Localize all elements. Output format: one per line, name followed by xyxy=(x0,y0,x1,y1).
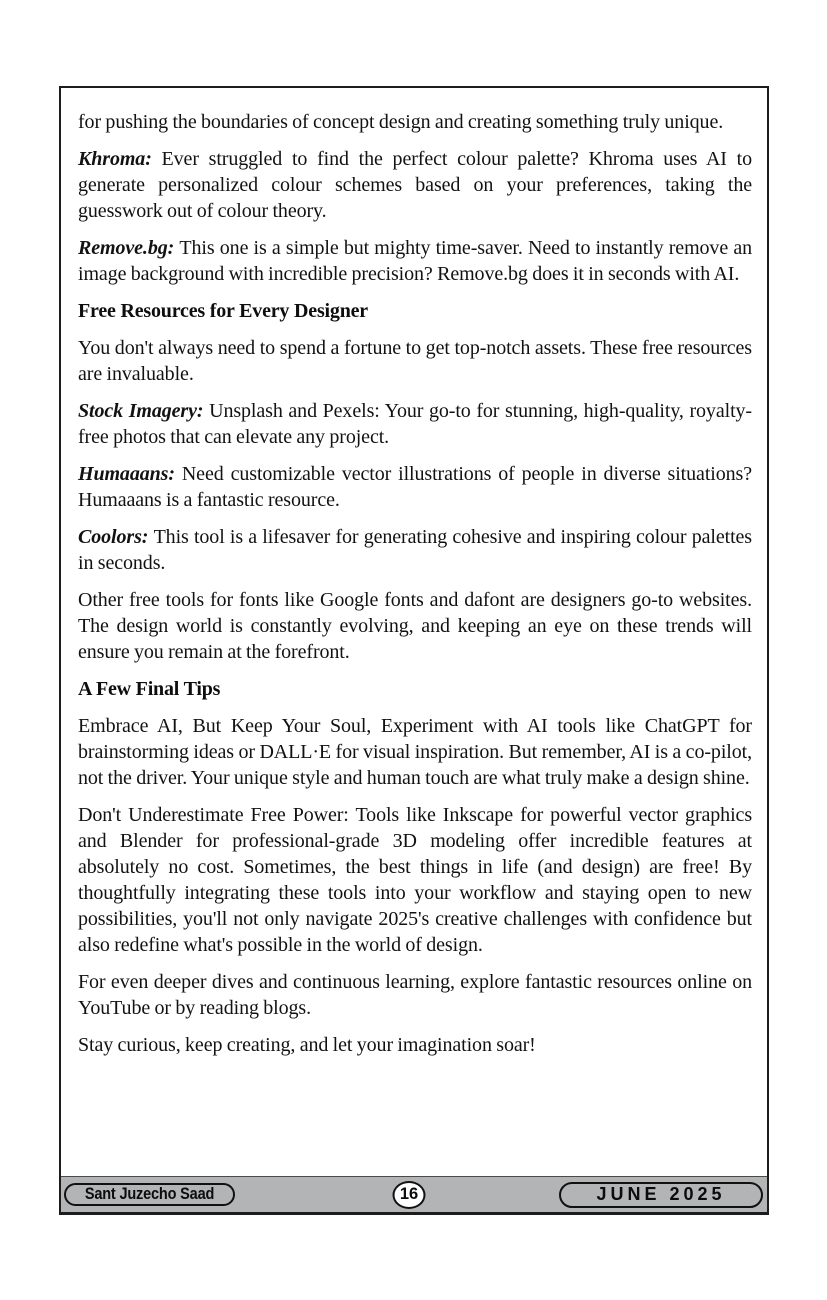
paragraph: Stock Imagery: Unsplash and Pexels: Your go-to for stunning, high-quality, royalty-free photos that can elevate any project. xyxy=(78,400,752,448)
section-heading: A Few Final Tips xyxy=(78,678,221,700)
tool-name-lead: Coolors: xyxy=(78,526,154,548)
footer-issue-label: JUNE 2025 xyxy=(596,1184,726,1204)
paragraph: Remove.bg: This one is a simple but mighty time-saver. Need to instantly remove an image background with incredible precision? Remove.bg does it in seconds with AI. xyxy=(78,237,752,285)
article-body xyxy=(61,88,767,1176)
paragraph: Coolors: This tool is a lifesaver for generating cohesive and inspiring colour palettes in seconds. xyxy=(78,526,752,574)
paragraph: Embrace AI, But Keep Your Soul, Experiment with AI tools like ChatGPT for brainstorming ideas or DALL·E for visual inspiration. But remember, AI is a co-pilot, not the driver. Your unique style and human touch are what truly make a design shine. xyxy=(78,715,752,789)
page-number-label: 16 xyxy=(399,1185,419,1203)
paragraph: Other free tools for fonts like Google fonts and dafont are designers go-to websites. The design world is constantly evolving, and keeping an eye on these trends will ensure you remain at the forefront. xyxy=(78,589,752,663)
section-heading: Free Resources for Every Designer xyxy=(78,300,368,322)
footer-author-label: Sant Juzecho Saad xyxy=(84,1185,215,1203)
footer-page-number-badge xyxy=(393,1181,426,1209)
paragraph: for pushing the boundaries of concept design and creating something truly unique. xyxy=(78,111,724,133)
footer-band xyxy=(61,1176,767,1212)
footer-author-pill xyxy=(64,1183,235,1206)
tool-name-lead: Stock Imagery: xyxy=(78,400,210,422)
magazine-page xyxy=(59,86,769,1215)
footer-issue-pill xyxy=(559,1182,763,1208)
tool-name-lead: Khroma: xyxy=(78,148,162,170)
paragraph: For even deeper dives and continuous learning, explore fantastic resources online on YouTube or by reading blogs. xyxy=(78,971,752,1019)
paragraph: Don't Underestimate Free Power: Tools like Inkscape for powerful vector graphics and Blender for professional-grade 3D modeling offer incredible features at absolutely no cost. Sometimes, the best things in life (and design) are free! By thoughtfully integrating these tools into your workflow and staying open to new possibilities, you'll not only navigate 2025's creative challenges with confidence but also redefine what's possible in the world of design. xyxy=(78,804,752,956)
paragraph: Humaaans: Need customizable vector illustrations of people in diverse situations? Humaaans is a fantastic resource. xyxy=(78,463,752,511)
paragraph: Khroma: Ever struggled to find the perfect colour palette? Khroma uses AI to generate personalized colour schemes based on your preferences, taking the guesswork out of colour theory. xyxy=(78,148,752,222)
tool-name-lead: Humaaans: xyxy=(78,463,182,485)
tool-name-lead: Remove.bg: xyxy=(78,237,180,259)
paragraph: You don't always need to spend a fortune to get top-notch assets. These free resources are invaluable. xyxy=(78,337,752,385)
paragraph: Stay curious, keep creating, and let your imagination soar! xyxy=(78,1034,536,1056)
